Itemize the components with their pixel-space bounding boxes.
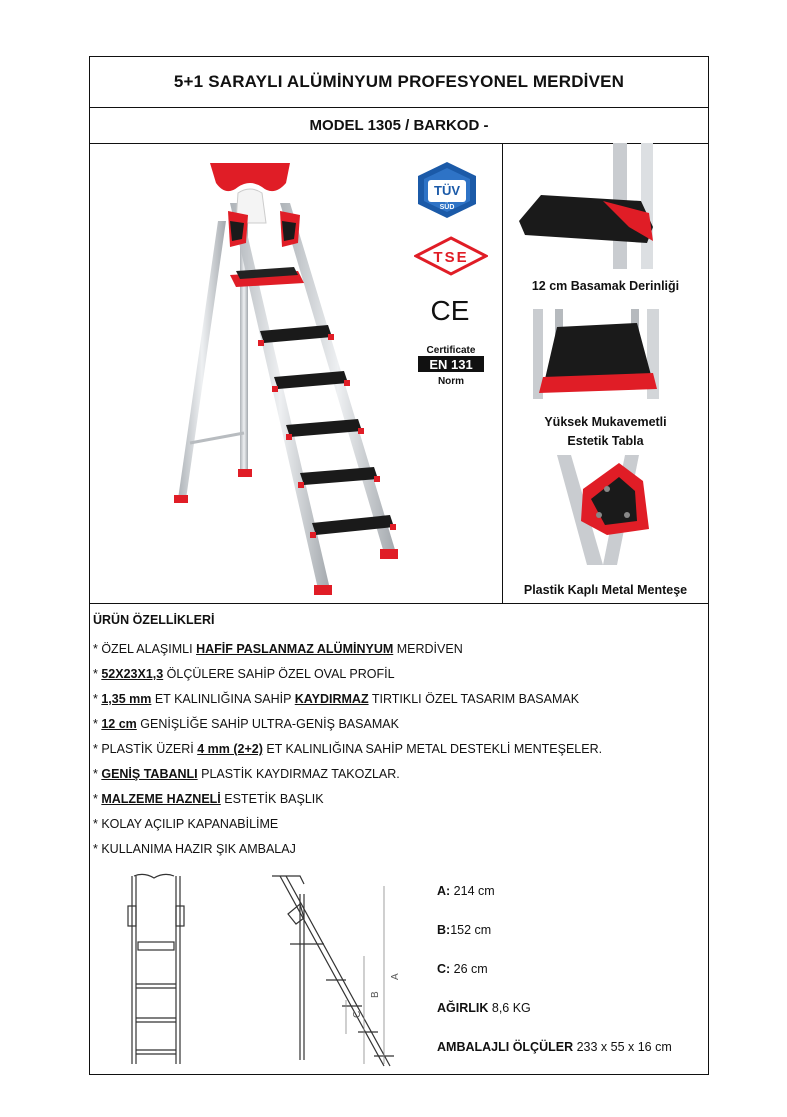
detail-caption-3: Plastik Kaplı Metal Menteşe [523, 583, 688, 597]
feature-item: * GENİŞ TABANLI PLASTİK KAYDIRMAZ TAKOZLAR. [93, 767, 400, 781]
product-photo-panel [90, 143, 503, 604]
tse-text: TSE [433, 249, 469, 266]
spec-package: AMBALAJLI ÖLÇÜLER 233 x 55 x 16 cm [437, 1040, 672, 1054]
side-view-drawing [260, 870, 450, 1070]
step-depth-photo [517, 143, 657, 269]
spec-weight: AĞIRLIK 8,6 KG [437, 1001, 531, 1015]
model-barcode: MODEL 1305 / BARKOD - [90, 107, 708, 144]
tuv-text: TÜV [434, 183, 460, 198]
feature-item: * KOLAY AÇILIP KAPANABİLİME [93, 817, 279, 831]
cert-code: EN 131 [429, 357, 473, 372]
ce-mark [430, 294, 470, 326]
spec-b: B:152 cm [437, 923, 492, 937]
cert-label: Certificate [426, 345, 476, 356]
cert-norm: Norm [437, 376, 465, 387]
detail-panel [503, 143, 708, 604]
ce-text: CE [430, 295, 470, 326]
dim-label-b: B [370, 991, 381, 998]
feature-item: * KULLANIMA HAZIR ŞIK AMBALAJ [93, 842, 296, 856]
feature-item: * MALZEME HAZNELİ ESTETİK BAŞLIK [93, 792, 324, 806]
dim-label-a: A [390, 973, 401, 980]
spec-c: C: 26 cm [437, 962, 488, 976]
feature-item: * 1,35 mm ET KALINLIĞINA SAHİP KAYDIRMAZ TIRTIKLI ÖZEL TASARIM BASAMAK [93, 692, 580, 706]
step-platform-photo [527, 309, 667, 399]
detail-caption-1: 12 cm Basamak Derinliği [531, 279, 680, 293]
tuv-sud-text: SÜD [439, 204, 455, 211]
spec-sheet [89, 56, 709, 1075]
feature-item: * ÖZEL ALAŞIMLI HAFİF PASLANMAZ ALÜMİNYUM MERDİVEN [93, 642, 463, 656]
spec-a: A: 214 cm [437, 884, 495, 898]
product-title: 5+1 SARAYLI ALÜMİNYUM PROFESYONEL MERDİVEN [90, 57, 708, 108]
tuv-logo [414, 160, 480, 220]
dim-label-c: C [352, 1010, 363, 1018]
feature-item: * 12 cm GENİŞLİĞE SAHİP ULTRA-GENİŞ BASAMAK [93, 717, 399, 731]
tse-logo [414, 236, 488, 276]
front-view-drawing [124, 872, 194, 1068]
feature-item: * PLASTİK ÜZERİ 4 mm (2+2) ET KALINLIĞINA SAHİP METAL DESTEKLİ MENTEŞELER. [93, 742, 603, 756]
feature-item: * 52X23X1,3 ÖLÇÜLERE SAHİP ÖZEL OVAL PROFİL [93, 667, 395, 681]
hinge-photo [547, 455, 667, 565]
features-title: ÜRÜN ÖZELLİKLERİ [93, 613, 215, 627]
en131-badge [416, 342, 486, 388]
ladder-illustration [90, 143, 410, 603]
detail-caption-2: Yüksek Mukavemetli Estetik Tabla [544, 415, 667, 448]
